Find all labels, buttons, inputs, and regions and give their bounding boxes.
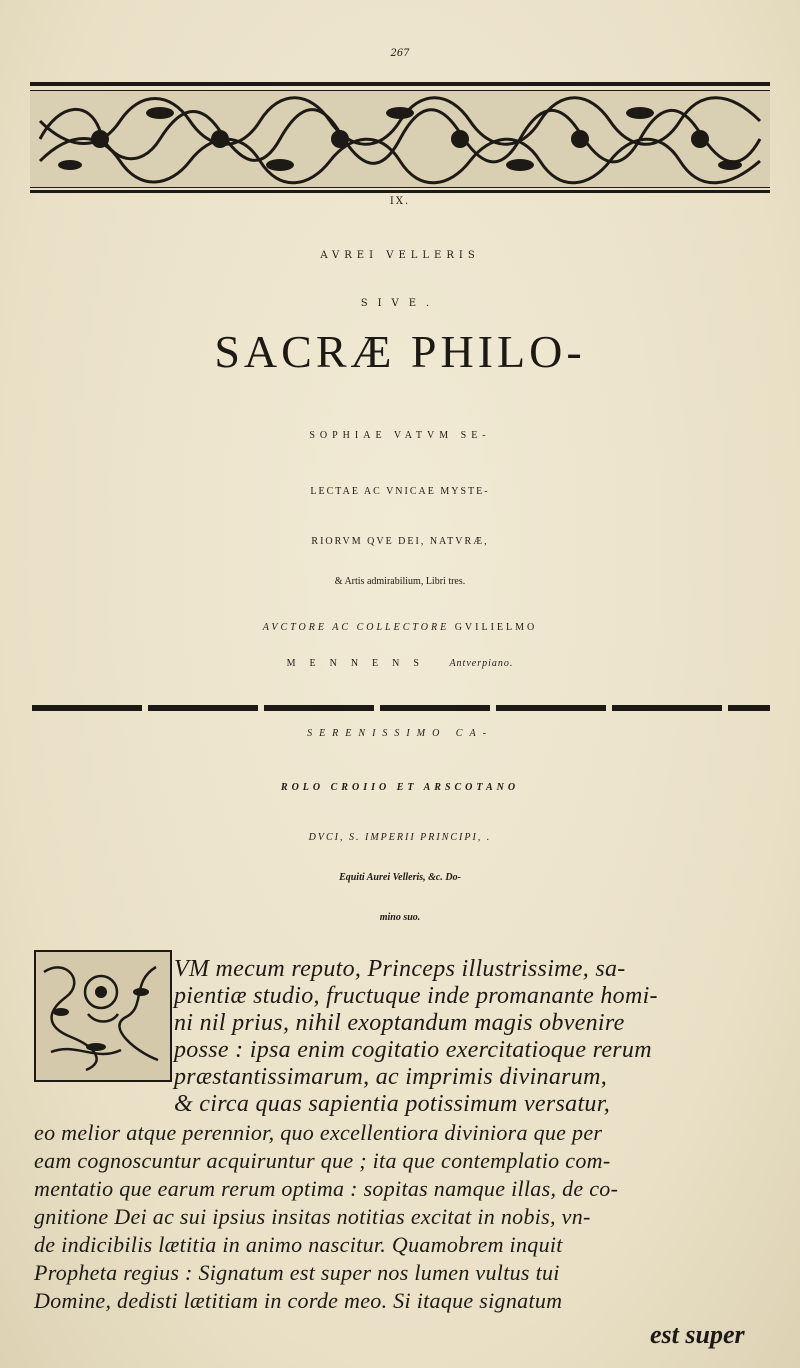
body-line: pientiæ studio, fructuque inde promanante homi- xyxy=(174,983,658,1009)
title-line-3: SACRÆ PHILO- xyxy=(214,326,586,377)
chapter-number: IX. xyxy=(389,196,411,207)
body-line: VM mecum reputo, Princeps illustrissime, sa- xyxy=(174,956,626,982)
title-line-1: AVREI VELLERIS xyxy=(320,250,480,261)
decorated-initial-c xyxy=(34,950,172,1082)
page-number: 267 xyxy=(390,48,410,59)
body-line: ni nil prius, nihil exoptandum magis obvenire xyxy=(174,1010,625,1036)
author-surname-line xyxy=(0,658,800,669)
dedication-line-4: Equiti Aurei Velleris, &c. Do- xyxy=(339,872,461,883)
dedication-line-3: DVCI, S. IMPERII PRINCIPI, . xyxy=(308,832,492,843)
dedication-line-2: ROLO CROIIO ET ARSCOTANO xyxy=(280,782,520,793)
body-line: eo melior atque perennior, quo excellentiora diviniora que per xyxy=(34,1120,603,1145)
author-origin: Antverpiano. xyxy=(449,658,514,669)
body-line: gnitione Dei ac sui ipsius insitas notitias excitat in nobis, vn- xyxy=(34,1204,591,1229)
dedication-line-1: SERENISSIMO CA- xyxy=(307,728,493,739)
title-line-4: SOPHIAE VATVM SE- xyxy=(309,430,491,441)
author-line xyxy=(0,622,800,633)
body-line: mentatio que earum rerum optima : sopitas namque illas, de co- xyxy=(34,1176,619,1201)
author-prefix: AVCTORE AC COLLECTORE xyxy=(262,622,450,633)
headpiece-bottom-rule xyxy=(30,190,770,193)
top-rule xyxy=(30,82,770,86)
title-line-2: SIVE. xyxy=(360,298,440,309)
body-line: eam cognoscuntur acquiruntur que ; ita que contemplatio com- xyxy=(34,1148,611,1173)
body-line: posse : ipsa enim cogitatio exercitatioque rerum xyxy=(174,1037,652,1063)
section-divider xyxy=(32,705,770,711)
author-given-name: GVILIELMO xyxy=(454,622,538,633)
body-line: & circa quas sapientia potissimum versatur, xyxy=(174,1091,611,1117)
body-line: de indicibilis lætitia in animo nascitur. Quamobrem inquit xyxy=(34,1232,563,1257)
author-surname: MENNENS xyxy=(286,658,433,669)
body-line: præstantissimarum, ac imprimis divinarum, xyxy=(174,1064,608,1090)
body-line: Domine, dedisti lætitiam in corde meo. Si itaque signatum xyxy=(34,1288,563,1313)
body-line: Propheta regius : Signatum est super nos lumen vultus tui xyxy=(34,1260,560,1285)
title-line-5: LECTAE AC VNICAE MYSTE- xyxy=(310,486,490,497)
dedication-line-5: mino suo. xyxy=(379,912,421,923)
headpiece-ornament xyxy=(30,90,770,188)
title-line-7: & Artis admirabilium, Libri tres. xyxy=(334,576,466,587)
catchword: est super xyxy=(650,1320,745,1349)
title-line-6: RIORVM QVE DEI, NATVRÆ, xyxy=(311,536,489,547)
